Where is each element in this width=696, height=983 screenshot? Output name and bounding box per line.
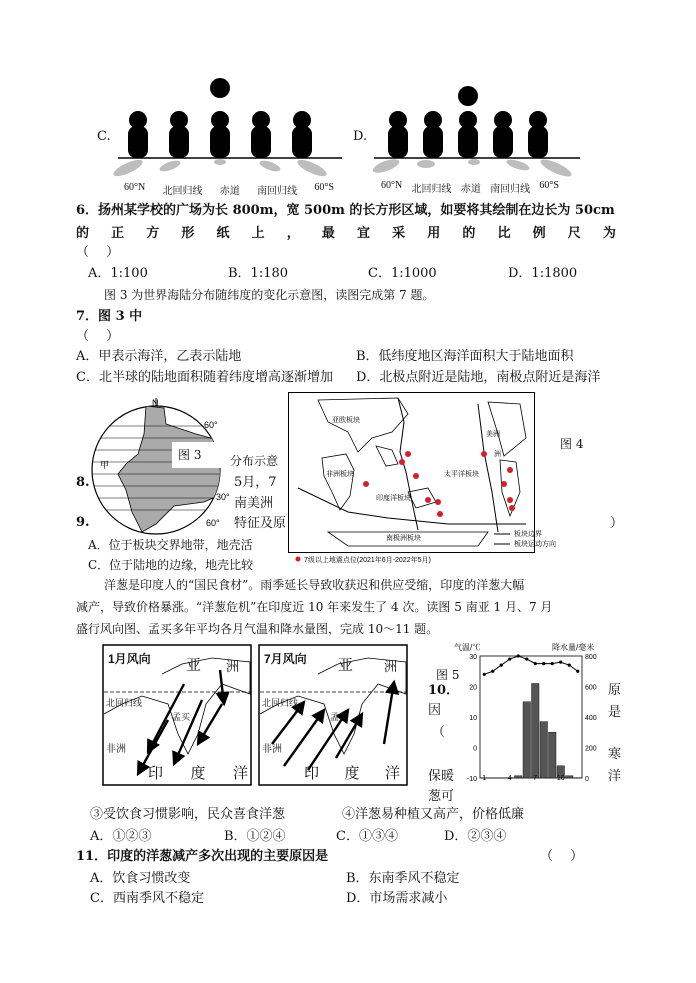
q6-char: 形 [181,226,195,241]
figure-3-land-sea-globe [86,394,246,544]
figure-3-caption: 图 3 [178,448,202,462]
africa-label-right: 非洲 [262,744,282,755]
q6-char: 的 [76,226,90,241]
ocean-char: 印 [148,764,164,782]
q10-fragment-baonuan: 保暖 [428,769,455,784]
figure-d-sun-position [368,72,588,182]
ocean-label-right [304,762,400,783]
temp-point [559,661,562,664]
lat-60-label: 60° [204,420,218,430]
q6-char: 比 [497,226,511,241]
q7-option-a[interactable]: A．甲表示海洋，乙表示陆地 [76,349,242,364]
plate-label-indian: 印度洋板块 [376,495,411,502]
month-tick-label: 7 [533,775,538,782]
q10-intro-line2: 减产，导致价格暴涨。“洋葱危机”在印度近 10 年来发生了 4 次。读图 5 南亚 1 月、7 月 [76,600,553,614]
lat-label: 60°S [539,180,559,191]
q6-char: 方 [146,226,160,241]
q6-char: 宜 [357,226,371,241]
q6-char: 纸 [216,226,230,241]
month-tick-label: 4 [507,775,512,782]
temp-point [551,662,554,665]
temp-tick-label: 0 [473,745,477,753]
precip-tick-label: 200 [585,745,597,753]
q6-char: 例 [532,226,546,241]
precip-bar [523,702,531,778]
temp-point [534,662,537,665]
temp-point [483,673,486,676]
q6-char: 采 [392,226,406,241]
region-jia-label: 甲 [100,460,110,470]
q10-intro-line3: 盛行风向图、孟买多年平均各月气温和降水量图，完成 10～11 题。 [76,622,439,636]
precip-bar [532,683,540,778]
precip-tick-label: 0 [585,776,589,782]
q11-option-c[interactable]: C．西南季风不稳定 [90,891,204,906]
precip-bar [566,776,574,778]
q7-option-b[interactable]: B．低纬度地区海洋面积大于陆地面积 [356,349,574,364]
precip-tick-label: 400 [585,715,597,722]
lat-label: 南回归线 [490,184,531,195]
option-d-label: D. [353,129,368,144]
q6-char: ， [286,226,300,241]
lat-label: 北回归线 [411,184,452,195]
temp-point [491,670,494,673]
q10-item-4: ④洋葱易种植又高产，价格低廉 [342,807,525,822]
plate-label-african: 非洲板块 [326,471,354,478]
precip-tick-label: 600 [585,684,597,692]
q9-option-a[interactable]: A．位于板块交界地带，地壳活 [88,538,253,552]
ocean-char: 度 [190,764,206,782]
q11-option-b[interactable]: B．东南季风不稳定 [346,871,460,886]
temp-point [500,664,503,667]
precip-bar [549,732,557,778]
q8-number: 8. [76,475,90,490]
temp-point [576,670,579,673]
q6-char: 尺 [567,226,581,241]
mumbai-label-left: 孟买 [172,713,191,723]
plate-label-pacific: 太平洋板块 [444,471,479,478]
q8-fragment-1: 分布示意 [230,454,279,468]
q10-fragment-yang: 洋 [608,769,622,784]
lat-label: 60°N [381,180,403,191]
q10-fragment-yin: 因 [428,703,442,718]
asia-label-left: 亚 [186,656,202,674]
sun-icon [458,86,478,106]
q10-fragment-han: 寒 [608,747,622,762]
q8-fragment-2: 5月，7 [234,475,277,490]
jul-wind-title: 7月风向 [264,652,307,666]
ocean-char: 洋 [232,764,248,782]
q10-fragment-congke: 葱可 [428,789,455,804]
q10-option-b[interactable]: B．①②④ [224,829,286,844]
q6-option-a[interactable]: A．1:100 [88,266,148,281]
precip-bar [540,722,548,778]
legend-boundary: 板块边界 [514,531,542,538]
temp-point [542,662,545,665]
q6-line1: 6．扬州某学校的广场为长 800m，宽 500m 的长方形区域，如要将其绘制在边长为 50cm [76,203,615,218]
ocean-char: 印 [304,764,320,782]
q10-fragment-paren: （ [432,725,446,740]
q10-fragment-shi: 是 [608,705,622,720]
q6-char: 为 [602,226,616,241]
q7-answer-paren: （ ） [76,329,120,344]
mumbai-label-right: 孟买 [330,713,349,723]
plate-label-zhou: 洲 [494,451,501,458]
lat-label: 赤道 [219,186,240,197]
lat-label: 60°S [314,182,334,193]
sun-icon [210,78,230,98]
q9-paren: ） [610,516,624,531]
q6-option-b[interactable]: B．1:180 [228,266,289,281]
q9-fragment: 特征及原 [234,516,287,531]
q6-char: 用 [427,226,441,241]
q7-option-d[interactable]: D．北极点附近是陆地，南极点附近是海洋 [356,370,601,385]
q11-answer-paren: （ ） [540,849,584,864]
lat-label: 南回归线 [257,186,298,197]
africa-label-left: 非洲 [106,744,126,755]
precip-bar [515,776,523,778]
month-tick-label: 10 [556,775,565,782]
q7-stem: 7．图 3 中 [76,309,143,324]
temp-unit-label: 气温/℃ [454,643,481,652]
precip-unit-label: 降水量/毫米 [552,643,595,652]
jan-wind-title: 1月风向 [108,652,151,666]
tropic-label-left: 北回归线 [106,699,143,709]
q10-option-c[interactable]: C．①③④ [336,829,398,844]
q11-option-d[interactable]: D．市场需求减小 [346,891,448,906]
tropic-label-right: 北回归线 [262,699,299,709]
temp-tick-label: -10 [466,776,477,782]
quake-legend: 7级以上地震点位(2021年6月-2022年5月) [304,557,431,564]
lat-30-label: 30° [216,492,230,502]
figure-c-sun-position [110,72,350,182]
q6-char: 的 [462,226,476,241]
temp-point [508,657,511,660]
temp-tick-label: 30 [469,654,477,661]
lat-label: 60°N [124,182,146,193]
q10-option-d[interactable]: D．②③④ [444,829,507,844]
lat-label: 赤道 [460,184,481,195]
figure-4-caption: 图 4 [560,437,584,451]
asia2-label-right: 洲 [384,660,398,675]
q6-answer-paren: （ ） [76,245,120,260]
plate-label-america: 美洲 [486,431,500,438]
q10-option-a[interactable]: A．①②③ [90,829,152,844]
temp-tick-label: 20 [469,684,477,692]
lat-label: 北回归线 [162,186,203,197]
q6-char: 上 [251,226,265,241]
q6-char: 最 [321,226,335,241]
legend-movement: 板块运动方向 [514,541,556,548]
figure-4-plate-map [288,392,618,564]
north-label: N [152,398,159,408]
q9-option-c[interactable]: C．位于陆地的边缘，地壳比较 [88,558,254,572]
ocean-char: 洋 [384,764,400,782]
figure-c-latitudes [124,182,334,197]
month-tick-label: 1 [482,775,487,782]
q6-option-c[interactable]: C．1:1000 [368,266,437,281]
mumbai-climate-chart [454,640,606,782]
plate-label-eurasian: 亚欧板块 [332,417,360,424]
q7-option-c[interactable]: C．北半球的陆地面积随着纬度增高逐渐增加 [76,370,333,385]
q10-number: 10． [428,683,460,698]
q7-intro: 图 3 为世界海陆分布随纬度的变化示意图，读图完成第 7 题。 [104,288,435,302]
figure-d-latitudes [381,180,559,195]
asia2-label-left: 洲 [226,660,240,675]
figure-5-caption: 图 5 [436,668,460,682]
q6-line2 [76,223,616,245]
ocean-char: 度 [344,764,360,782]
ocean-label-left [148,762,248,783]
temp-point [517,654,520,657]
q6-option-d[interactable]: D．1:1800 [508,266,578,281]
option-c-label: C. [97,129,111,144]
plate-label-antarctic: 南极洲板块 [386,535,421,542]
q10-fragment-yuan: 原 [608,683,622,698]
asia-label-right: 亚 [338,656,354,674]
temp-tick-label: 10 [469,715,477,722]
q10-intro-line1: 洋葱是印度人的“国民食材”。雨季延长导致收获迟和供应受缩，印度的洋葱大幅 [104,578,525,592]
lat-60s-label: 60° [206,518,220,528]
q11-option-a[interactable]: A．饮食习惯改变 [90,871,191,886]
q9-number: 9. [76,515,90,530]
temp-point [525,657,528,660]
q6-char: 正 [111,226,125,241]
temp-point [568,664,571,667]
q10-item-3: ③受饮食习惯影响，民众喜食洋葱 [90,807,286,822]
precip-tick-label: 800 [585,654,597,661]
q8-fragment-3: 南美洲 [234,496,274,511]
q11-stem: 11．印度的洋葱减产多次出现的主要原因是 [76,849,329,864]
